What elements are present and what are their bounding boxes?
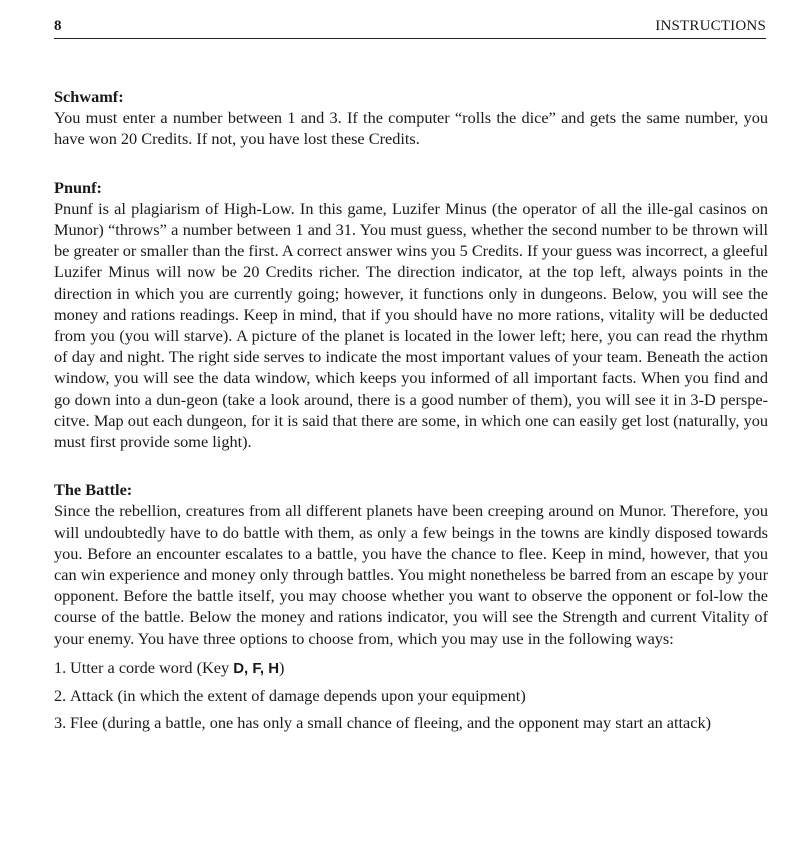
section-body: Since the rebellion, creatures from all different planets have been creeping around on Munor. Therefore, you will undoubtedly have to do battle with them, as only a few beings in the towns are kindly disposed towards you. Before an encounter escalates to a battle, you have the chance to flee. Keep in mind, however, that you can win experience and money only through battles. You might nonetheless be barred from an escape by your opponent. Before the battle itself, you may choose whether you want to observe the opponent or fol-low the course of the battle. Below the money and rations indicator, you will see the Strength and current Vitality of your enemy. You have three options to choose from, which you may use in the following ways: xyxy=(54,501,768,648)
section-heading: The Battle: xyxy=(54,480,133,500)
section-body: Pnunf is al plagiarism of High-Low. In this game, Luzifer Minus (the operator of all the ille-gal casinos on Munor) “throws” a number between 1 and 31. You must guess, whether the second number to be thrown will be greater or smaller than the first. A correct answer wins you 5 Credits. If your guess was incorrect, a gleeful Luzifer Minus will now be 20 Credits richer. The direction indicator, at the top left, always points in the direction in which you are currently going; however, it functions only in dungeons. Below, you will see the money and rations readings. Keep in mind, that if you should have no more rations, vitality will be deducted from you (you will starve). A picture of the planet is located in the lower left; here, you can read the rhythm of day and night. The right side serves to indicate the most important values of your team. Beneath the action window, you will see the data window, which keeps you informed of all important facts. When you find and go down into a dun-geon (take a look around, there is a good number of them), you will see it in 3-D perspe-citve. Map out each dungeon, for it is said that there are some, in which one can easily get lost (naturally, you must first provide some light). xyxy=(54,198,768,452)
section-pnunf xyxy=(54,177,768,453)
page-number: 8 xyxy=(54,18,62,34)
list-item-number: 1. xyxy=(54,657,67,677)
section-battle xyxy=(54,479,768,733)
battle-options-list xyxy=(54,657,768,734)
section-schwamf xyxy=(54,86,768,150)
key-names: D, F, H xyxy=(233,659,280,677)
running-head: INSTRUCTIONS xyxy=(655,18,766,34)
list-item xyxy=(54,657,768,679)
list-item-text: Utter a corde word (Key xyxy=(70,657,234,677)
list-item-text-end: ) xyxy=(279,657,285,677)
section-body: You must enter a number between 1 and 3. If the computer “rolls the dice” and gets the same number, you have won 20 Credits. If not, you have lost these Credits. xyxy=(54,108,768,149)
section-heading: Schwamf: xyxy=(54,87,124,106)
list-item xyxy=(54,712,768,733)
page-content xyxy=(54,86,768,760)
list-item xyxy=(54,685,768,706)
list-item-number: 2. xyxy=(54,686,67,706)
list-item-text: Flee (during a battle, one has only a small chance of fleeing, and the opponent may start an attack) xyxy=(70,713,712,733)
list-item-text: Attack (in which the extent of damage depends upon your equipment) xyxy=(70,686,526,706)
list-item-number: 3. xyxy=(54,713,67,733)
page-header xyxy=(54,14,766,39)
section-heading: Pnunf: xyxy=(54,177,102,197)
